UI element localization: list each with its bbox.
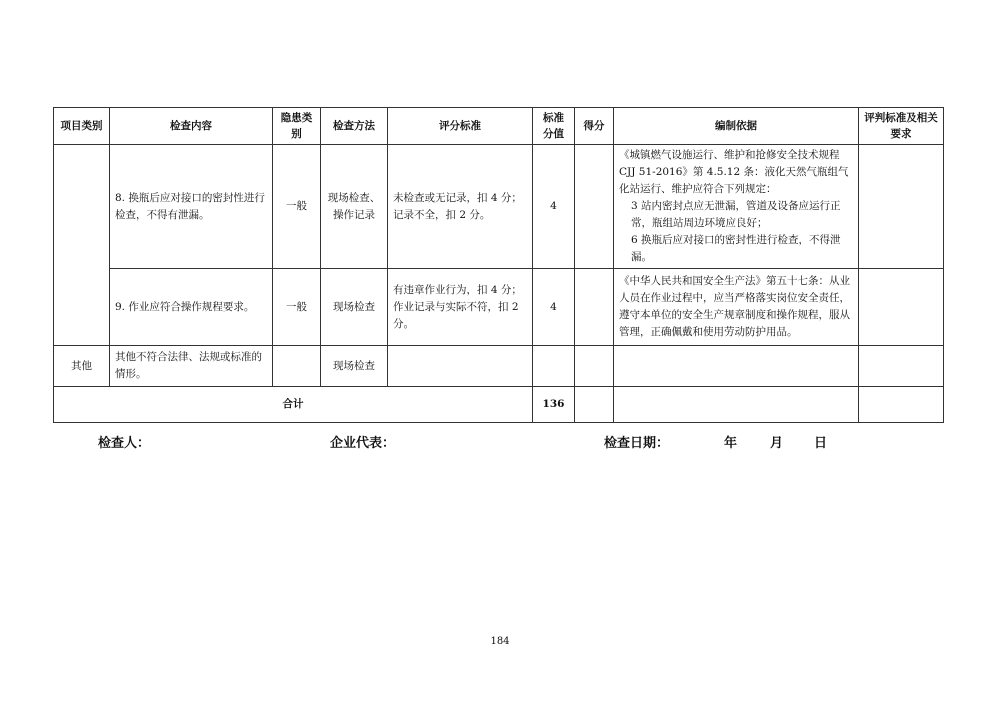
hazard-cell: 一般 xyxy=(273,145,321,269)
category-cell: 其他 xyxy=(54,346,110,387)
score-cell xyxy=(575,145,614,269)
total-row xyxy=(54,387,944,423)
content-cell: 其他不符合法律、法规或标准的情形。 xyxy=(110,346,273,387)
header-category: 项目类别 xyxy=(54,108,110,145)
method-cell: 现场检查 xyxy=(321,269,388,346)
points-cell xyxy=(533,346,575,387)
hazard-cell: 一般 xyxy=(273,269,321,346)
total-label: 合计 xyxy=(54,387,533,423)
score-cell xyxy=(575,269,614,346)
total-value: 136 xyxy=(533,387,575,423)
date-label: 检查日期： xyxy=(604,436,670,451)
table-row xyxy=(54,145,944,269)
basis-text: 《中华人民共和国安全生产法》第五十七条：从业人员在作业过程中，应当严格落实岗位安全责任，遵守本单位的安全生产规章制度和操作规程，服从管理，正确佩戴和使用劳动防护用品。 xyxy=(619,275,850,338)
header-row xyxy=(54,108,944,145)
points-cell: 4 xyxy=(533,269,575,346)
total-basis-cell xyxy=(614,387,859,423)
header-scoring: 评分标准 xyxy=(388,108,533,145)
basis-text: 3 站内密封点应无泄漏，管道及设备应运行正常，瓶组站周边环境应良好； xyxy=(631,200,841,229)
method-cell: 现场检查 xyxy=(321,346,388,387)
basis-cell xyxy=(614,269,859,346)
criteria-cell xyxy=(859,269,944,346)
header-criteria: 评判标准及相关要求 xyxy=(859,108,944,145)
content-cell: 8. 换瓶后应对接口的密封性进行检查，不得有泄漏。 xyxy=(110,145,273,269)
table-row xyxy=(54,269,944,346)
header-basis: 编制依据 xyxy=(614,108,859,145)
table-row xyxy=(54,346,944,387)
scoring-cell: 未检查或无记录，扣 4 分；记录不全，扣 2 分。 xyxy=(388,145,533,269)
inspection-table xyxy=(53,107,944,423)
header-score: 得分 xyxy=(575,108,614,145)
basis-cell xyxy=(614,145,859,269)
header-points: 标准分值 xyxy=(533,108,575,145)
total-criteria-cell xyxy=(859,387,944,423)
criteria-cell xyxy=(859,145,944,269)
basis-text: 6 换瓶后应对接口的密封性进行检查，不得泄漏。 xyxy=(631,234,841,263)
points-cell: 4 xyxy=(533,145,575,269)
representative-label: 企业代表： xyxy=(330,436,396,451)
header-hazard: 隐患类别 xyxy=(273,108,321,145)
inspector-label: 检查人： xyxy=(98,436,151,451)
content-cell: 9. 作业应符合操作规程要求。 xyxy=(110,269,273,346)
basis-text: 《城镇燃气设施运行、维护和抢修安全技术规程 CJJ 51-2016》第 4.5.12 条：液化天然气瓶组气化站运行、维护应符合下列规定： xyxy=(619,149,849,195)
month-label: 月 xyxy=(770,436,784,451)
method-cell: 现场检查、操作记录 xyxy=(321,145,388,269)
hazard-cell xyxy=(273,346,321,387)
header-method: 检查方法 xyxy=(321,108,388,145)
scoring-cell: 有违章作业行为，扣 4 分；作业记录与实际不符，扣 2 分。 xyxy=(388,269,533,346)
day-label: 日 xyxy=(814,436,828,451)
category-cell xyxy=(54,145,110,346)
header-content: 检查内容 xyxy=(110,108,273,145)
scoring-cell xyxy=(388,346,533,387)
score-cell xyxy=(575,346,614,387)
total-score-cell xyxy=(575,387,614,423)
year-label: 年 xyxy=(724,436,738,451)
basis-cell xyxy=(614,346,859,387)
criteria-cell xyxy=(859,346,944,387)
page-number: 184 xyxy=(490,636,510,647)
